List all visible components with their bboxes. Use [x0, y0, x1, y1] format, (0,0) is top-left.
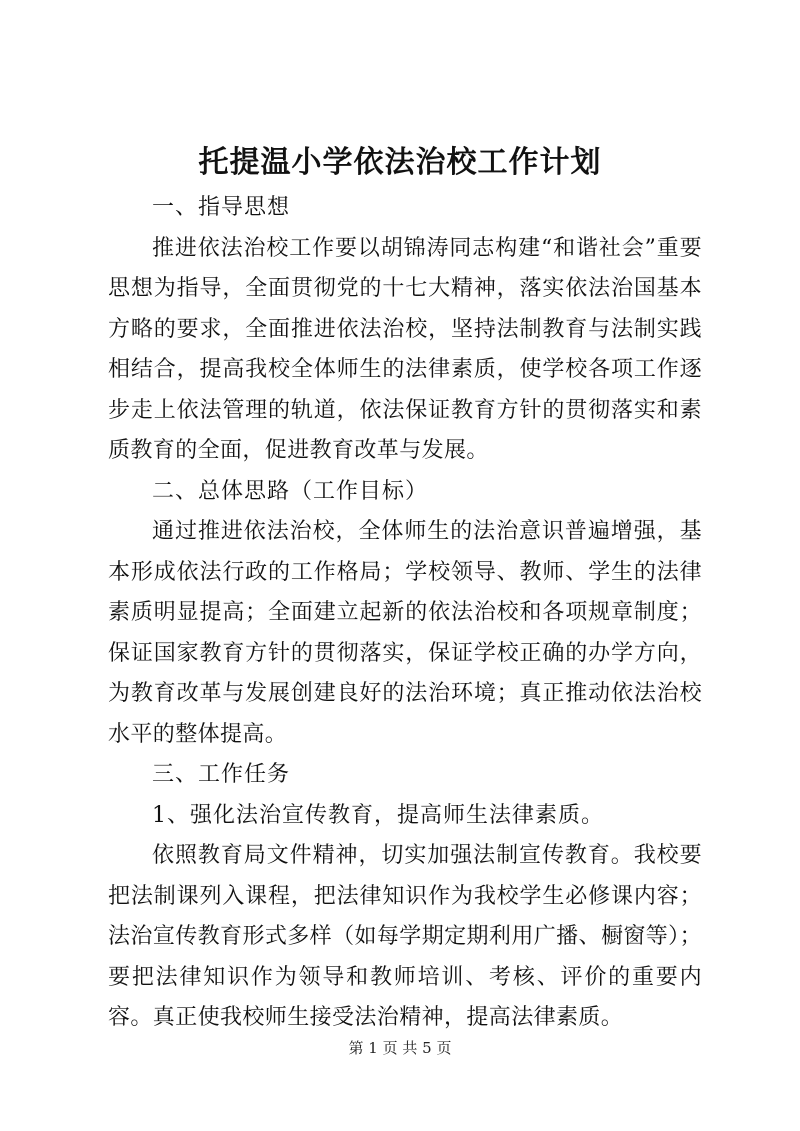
section-heading: 三、工作任务: [152, 762, 291, 787]
paragraph: 通过推进依法治校，全体师生的法治意识普遍增强，基本形成依法行政的工作格局；学校领导、教师、学生的法律素质明显提高；全面建立起新的依法治校和各项规章制度；保证国家教育方针的贯彻落实，保证学校正确的办学方向，为教育改革与发展创建良好的法治环境；真正推动依法治校水平的整体提高。: [108, 519, 702, 747]
subsection-heading: 1、强化法治宣传教育，提高师生法律素质。: [152, 802, 604, 828]
section-heading: 二、总体思路（工作目标）: [152, 478, 429, 504]
paragraph: 推进依法治校工作要以胡锦涛同志构建“和谐社会”重要思想为指导，全面贯彻党的十七大精神，落实依法治国基本方略的要求，全面推进依法治校，坚持法制教育与法制实践相结合，提高我校全体师生的法律素质，使学校各项工作逐步走上依法管理的轨道，依法保证教育方针的贯彻落实和素质教育的全面，促进教育改革与发展。: [108, 235, 702, 463]
page-footer: 第 1 页 共 5 页: [348, 1039, 452, 1057]
document-title: 托提温小学依法治校工作计划: [198, 145, 602, 180]
document-body: [108, 188, 702, 1039]
paragraph: 依照教育局文件精神，切实加强法制宣传教育。我校要把法制课列入课程，把法律知识作为我校学生必修课内容；法治宣传教育形式多样（如每学期定期利用广播、橱窗等）；要把法律知识作为领导和教师培训、考核、评价的重要内容。真正使我校师生接受法治精神，提高法律素质。: [108, 843, 702, 1030]
section-heading: 一、指导思想: [152, 195, 291, 220]
